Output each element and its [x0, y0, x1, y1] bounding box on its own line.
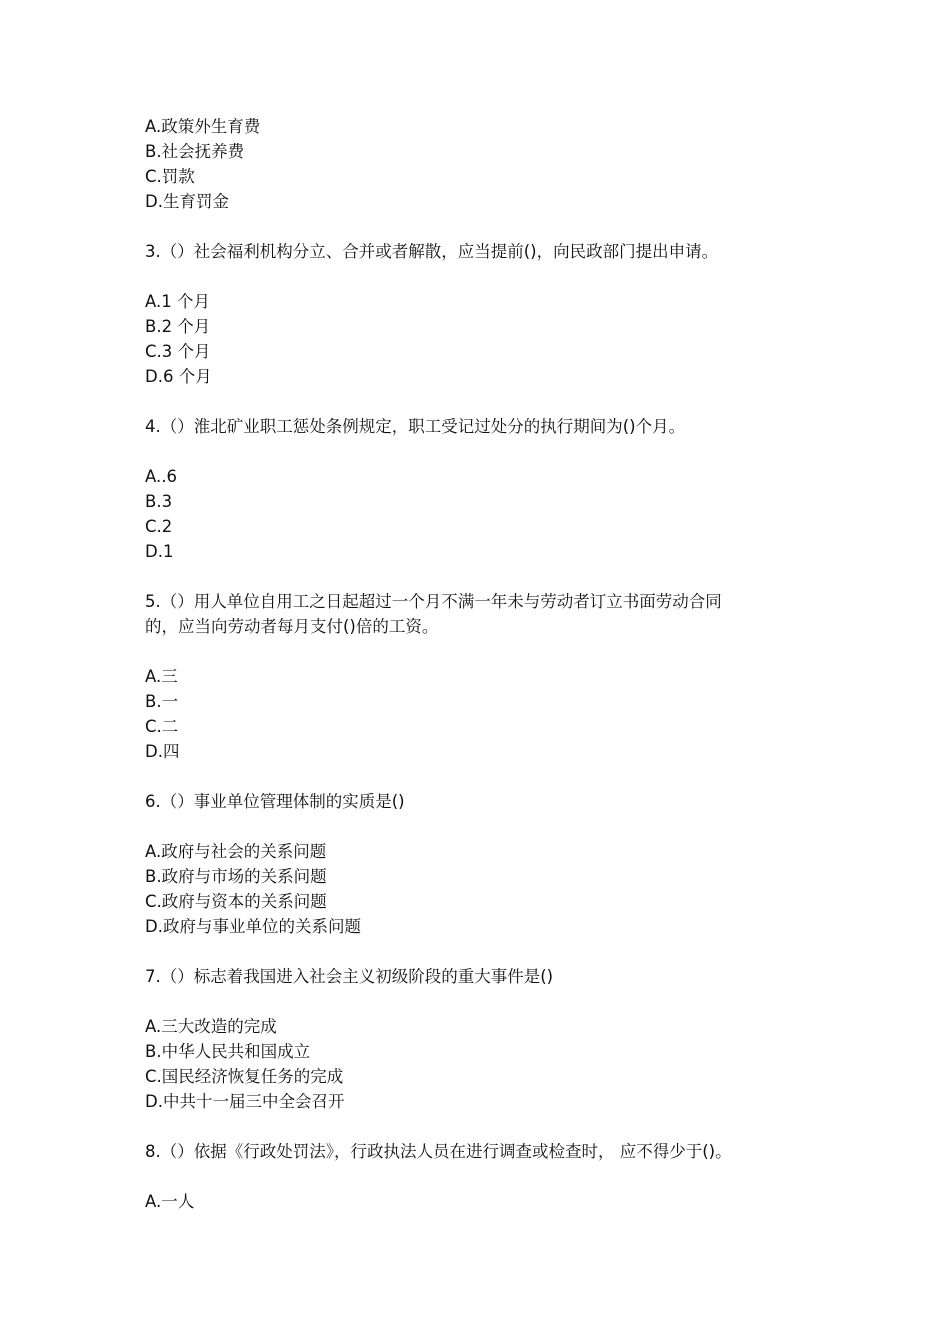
option: C.2: [145, 517, 173, 536]
question-stem: 4.（）淮北矿业职工惩处条例规定，职工受记过处分的执行期间为()个月。: [145, 417, 686, 436]
option: B.政府与市场的关系问题: [145, 867, 327, 886]
option: B.中华人民共和国成立: [145, 1042, 311, 1061]
option: B.2 个月: [145, 317, 211, 336]
option: B.一: [145, 692, 179, 711]
option: D.生育罚金: [145, 192, 229, 211]
question-8: [145, 1139, 815, 1214]
option: A..6: [145, 467, 177, 486]
option: A.政府与社会的关系问题: [145, 842, 327, 861]
question-stem: 7.（）标志着我国进入社会主义初级阶段的重大事件是(): [145, 967, 554, 986]
option: D.四: [145, 742, 180, 761]
option: A.一人: [145, 1192, 195, 1211]
continued-options: [145, 114, 815, 214]
option: C.3 个月: [145, 342, 211, 361]
question-3: [145, 239, 815, 389]
question-7: [145, 964, 815, 1114]
option: C.国民经济恢复任务的完成: [145, 1067, 344, 1086]
option: A.1 个月: [145, 292, 210, 311]
document-page: [145, 114, 815, 1214]
option: A.三大改造的完成: [145, 1017, 277, 1036]
question-stem: 8.（）依据《行政处罚法》，行政执法人员在进行调查或检查时， 应不得少于()。: [145, 1142, 732, 1161]
option: D.6 个月: [145, 367, 212, 386]
option: B.社会抚养费: [145, 142, 245, 161]
question-4: [145, 414, 815, 564]
question-stem: 6.（）事业单位管理体制的实质是(): [145, 792, 405, 811]
option: D.1: [145, 542, 174, 561]
option: C.罚款: [145, 167, 195, 186]
option: A.政策外生育费: [145, 117, 261, 136]
option: D.政府与事业单位的关系问题: [145, 917, 361, 936]
option: C.二: [145, 717, 179, 736]
option: B.3: [145, 492, 173, 511]
question-5: [145, 589, 815, 764]
question-stem: 5.（）用人单位自用工之日起超过一个月不满一年未与劳动者订立书面劳动合同: [145, 592, 722, 611]
option: C.政府与资本的关系问题: [145, 892, 327, 911]
option: A.三: [145, 667, 178, 686]
option: D.中共十一届三中全会召开: [145, 1092, 345, 1111]
question-stem: 3.（）社会福利机构分立、合并或者解散，应当提前()，向民政部门提出申请。: [145, 242, 719, 261]
question-stem-continued: 的，应当向劳动者每月支付()倍的工资。: [145, 617, 439, 636]
question-6: [145, 789, 815, 939]
